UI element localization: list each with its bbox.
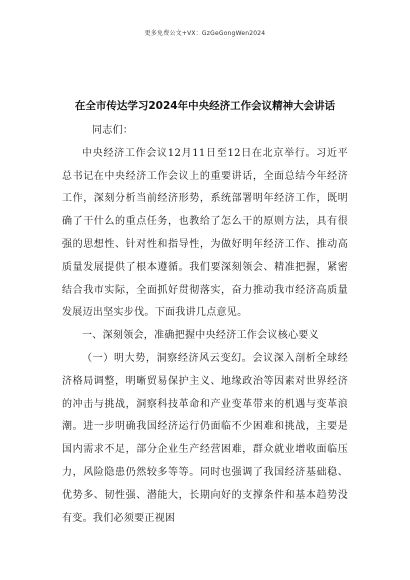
paragraph-intro: 中央经济工作会议12月11日至12日在北京举行。习近平总书记在中央经济工作会议上的重要讲话，全面总结今年经济工作，深刻分析当前经济形势，系统部署明年经济工作，既明确了干什么的重点任务，也教给了怎么干的原则方法，具有很强的思想性、针对性和指导性，为做好明年经济工作、推动高质量发展提供了根本遵循。我们要深刻领会、精准把握，紧密结合我市实际，全面抓好贯彻落实，奋力推动我市经济高质量发展迈出坚实步伐。下面我讲几点意见。	[62, 147, 348, 319]
document-title: 在全市传达学习2024年中央经济工作会议精神大会讲话	[74, 100, 336, 112]
header-note: 更多免费公文+VX：GzGeGongWen2024	[144, 30, 266, 37]
section-heading-1: 一、深刻领会，准确把握中央经济工作会议核心要义	[82, 330, 319, 342]
salutation: 同志们：	[92, 125, 134, 136]
document-body	[62, 120, 348, 530]
paragraph-section-1-1: （一）明大势，洞察经济风云变幻。会议深入剖析全球经济格局调整，明晰贸易保护主义、地缘政治等因素对世界经济的冲击与挑战，洞察科技革命和产业变革带来的机遇与变革浪潮。进一步明确我国经济运行仍面临不少困难和挑战，主要是国内需求不足，部分企业生产经营困难，群众就业增收面临压力，风险隐患仍然较多等等。同时也强调了我国经济基础稳、优势多、韧性强、潜能大，长期向好的支撑条件和基本趋势没有变。我们必须要正视困	[62, 352, 348, 524]
